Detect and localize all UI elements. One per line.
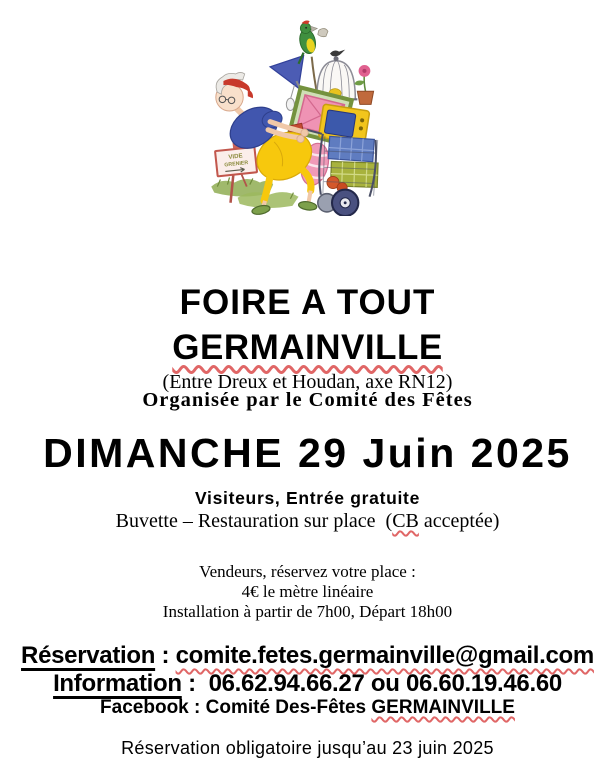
reservation-line (0, 644, 615, 668)
right-shoe (298, 201, 317, 212)
facebook-prefix: Facebook : Comité Des-Fêtes (100, 697, 372, 718)
information-separator: : (181, 670, 209, 697)
reservation-email: comite.fetes.germainville@gmail.com (175, 642, 594, 669)
trolley-crates (323, 136, 378, 196)
information-label: Information (53, 670, 182, 697)
small-bird (330, 50, 345, 57)
information-line (0, 672, 615, 696)
vendors-price-line: 4€ le mètre linéaire (241, 582, 374, 601)
title-germainville: GERMAINVILLE (172, 328, 443, 367)
location-subtitle: (Entre Dreux et Houdan, axe RN12) (162, 371, 453, 393)
facebook-page-name: GERMAINVILLE (371, 697, 515, 718)
deadline-line: Réservation obligatoire jusqu’au 23 juin 2025 (121, 738, 494, 758)
event-date: DIMANCHE 29 Juin 2025 (43, 430, 572, 476)
facebook-line (0, 698, 615, 717)
information-phones: 06.62.94.66.27 ou 06.60.19.46.60 (208, 670, 562, 697)
amenities-text-end: acceptée) (418, 510, 500, 532)
vendors-reserve-line: Vendeurs, réservez votre place : (199, 562, 416, 581)
title-line-1: FOIRE A TOUT (179, 283, 436, 322)
sign-text-line2: GRENIER (224, 159, 249, 169)
sign-text-line1: VIDE (228, 152, 243, 161)
amenities-text: Buvette – Restauration sur place ( (115, 510, 393, 532)
organizer-subtitle: Organisée par le Comité des Fêtes (142, 389, 473, 411)
vide-grenier-illustration (208, 8, 388, 216)
vendors-schedule-line: Installation à partir de 7h00, Départ 18h00 (162, 602, 453, 621)
title-line-2 (0, 330, 615, 365)
grass (211, 177, 298, 208)
reservation-separator: : (155, 642, 176, 669)
cb-accepted: CB (392, 510, 419, 532)
reservation-label: Réservation (21, 642, 156, 669)
visitors-line: Visiteurs, Entrée gratuite (194, 488, 421, 508)
amenities-line (0, 511, 615, 531)
